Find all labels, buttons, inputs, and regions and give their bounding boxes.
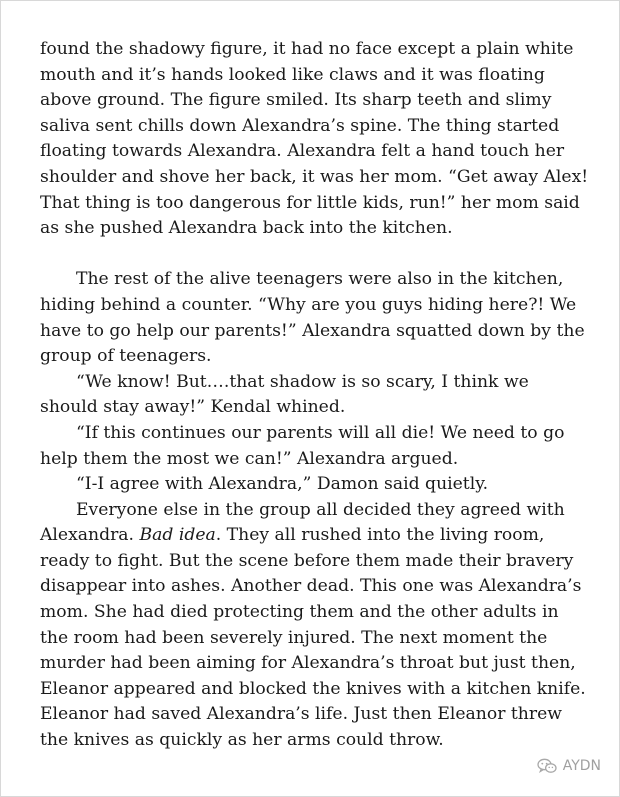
text-line: That thing is too dangerous for little kids, run!” her mom said [40,192,580,213]
text-line: mouth and it’s hands looked like claws and it was floating [40,64,545,85]
text-line: found the shadowy figure, it had no face except a plain white [40,39,574,59]
text-line: “We know! But….that shadow is so scary, I think we [76,371,529,392]
watermark-text: AYDN [562,758,601,774]
text-line: “I-I agree with Alexandra,” Damon said quietly. [76,474,489,495]
text-line [40,523,600,549]
text-line: disappear into ashes. Another dead. This one was Alexandra’s [40,576,582,597]
paragraph-gap [40,242,600,268]
text-line: as she pushed Alexandra back into the kitchen. [40,218,453,239]
text-line: Everyone else in the group all decided they agreed with [76,499,565,520]
story-text [40,37,600,754]
text-line: help them the most we can!” Alexandra argued. [40,448,459,469]
text-line: Eleanor had saved Alexandra’s life. Just then Eleanor threw [40,704,562,725]
italic-text: Bad idea [139,525,216,546]
text-line: The rest of the alive teenagers were also in the kitchen, [76,269,564,290]
text-line: the room had been severely injured. The next moment the [40,627,548,648]
text-run: Alexandra. [40,525,140,546]
text-line: Eleanor appeared and blocked the knives with a kitchen knife. [40,678,586,699]
text-line: above ground. The figure smiled. Its sharp teeth and slimy [40,90,552,111]
text-line: floating towards Alexandra. Alexandra felt a hand touch her [40,141,565,162]
text-line: murder had been aiming for Alexandra’s throat but just then, [40,653,576,674]
text-run: . They all rushed into the living room, [215,525,545,546]
text-line: shoulder and shove her back, it was her mom. “Get away Alex! [40,166,589,187]
text-line: have to go help our parents!” Alexandra squatted down by the [40,320,585,341]
text-line: ready to fight. But the scene before them made their bravery [40,550,574,571]
text-line: “If this continues our parents will all die! We need to go [76,422,565,443]
text-line: group of teenagers. [40,346,212,367]
text-line: mom. She had died protecting them and the other adults in [40,602,559,623]
wechat-icon [537,758,557,774]
text-line: hiding behind a counter. “Why are you guys hiding here?! We [40,294,577,315]
watermark [537,758,601,774]
text-line: saliva sent chills down Alexandra’s spine. The thing started [40,115,560,136]
text-line: the knives as quickly as her arms could throw. [40,730,444,751]
text-line: should stay away!” Kendal whined. [40,397,346,418]
